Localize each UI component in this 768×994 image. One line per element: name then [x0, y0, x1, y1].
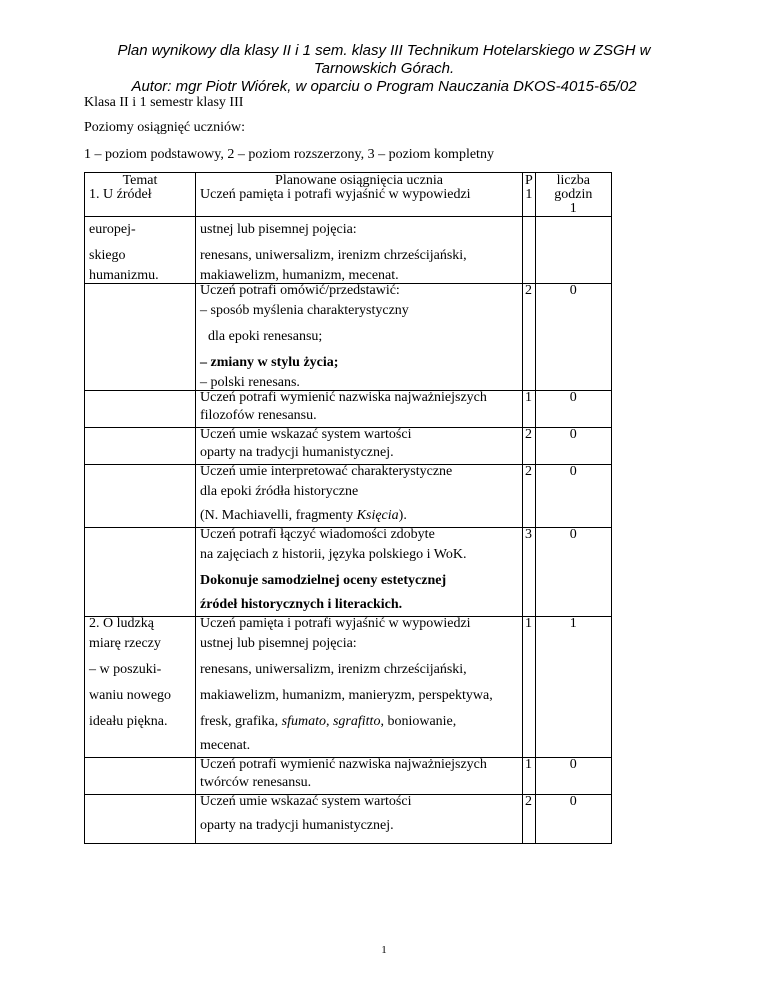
- row-9-hours: 0: [535, 795, 611, 844]
- topic-1-line: 1. U źródeł: [89, 187, 152, 202]
- row-5-outcomes: Uczeń umie interpretować charakterystyczne dla epoki źródła historyczne (N. Machiavelli, fragmenty Księcia).: [196, 465, 523, 528]
- table-row: [85, 217, 612, 284]
- row-6-p: 3: [523, 528, 536, 617]
- row-1-hours: 1: [569, 201, 577, 216]
- page-number: 1: [381, 944, 387, 956]
- row-7-outcomes: Uczeń pamięta i potrafi wyjaśnić w wypowiedzi ustnej lub pisemnej pojęcia: renesans, uniwersalizm, irenizm chrześcijański, makiawelizm, humanizm, manieryzm, perspektywa, fresk, grafika, sfumato, sgrafitto, boniowanie, mecenat.: [196, 617, 523, 758]
- table-row: [85, 284, 612, 391]
- row-2-outcomes: Uczeń potrafi omówić/przedstawić: – sposób myślenia charakterystyczny dla epoki renesansu; – zmiany w stylu życia; – polski renesans.: [196, 284, 523, 391]
- row-2-p: 2: [523, 284, 536, 391]
- table-row: [85, 391, 612, 428]
- col-header-p: P 1: [523, 173, 536, 217]
- levels-description: 1 – poziom podstawowy, 2 – poziom rozszerzony, 3 – poziom kompletny: [84, 147, 494, 162]
- table-row: [85, 758, 612, 795]
- header-line-2: Tarnowskich Górach.: [313, 60, 455, 77]
- header-line-1: Plan wynikowy dla klasy II i 1 sem. klasy III Technikum Hotelarskiego w ZSGH w: [117, 42, 651, 59]
- plan-table: [84, 172, 612, 844]
- row-7-p: 1: [523, 617, 536, 758]
- col-header-outcomes: Planowane osiągnięcia ucznia Uczeń pamięta i potrafi wyjaśnić w wypowiedzi: [196, 173, 523, 217]
- row-9-p: 2: [523, 795, 536, 844]
- row-7-hours: 1: [535, 617, 611, 758]
- topic-1-cont: europej- skiego humanizmu.: [85, 217, 196, 284]
- topic-2: 2. O ludzką miarę rzeczy – w poszuki- waniu nowego ideału piękna.: [85, 617, 196, 758]
- row-2-hours: 0: [535, 284, 611, 391]
- header-row: [85, 173, 612, 217]
- table-row: [85, 617, 612, 758]
- levels-title: Poziomy osiągnięć uczniów:: [84, 120, 245, 135]
- row-9-outcomes: Uczeń umie wskazać system wartości oparty na tradycji humanistycznej.: [196, 795, 523, 844]
- table-row: [85, 465, 612, 528]
- row-6-outcomes: Uczeń potrafi łączyć wiadomości zdobyte na zajęciach z historii, języka polskiego i WoK. Dokonuje samodzielnej oceny estetycznej źródeł historycznych i literackich.: [196, 528, 523, 617]
- row-8-p: 1: [523, 758, 536, 795]
- row-1-cont: ustnej lub pisemnej pojęcia: renesans, uniwersalizm, irenizm chrześcijański, makiawelizm, humanizm, mecenat.: [196, 217, 523, 284]
- row-5-p: 2: [523, 465, 536, 528]
- row-8-hours: 0: [535, 758, 611, 795]
- row-1-line-1: Uczeń pamięta i potrafi wyjaśnić w wypowiedzi: [200, 187, 471, 202]
- row-6-hours: 0: [535, 528, 611, 617]
- row-1-p: 1: [525, 187, 533, 202]
- table-row: [85, 795, 612, 844]
- col-header-hours: liczba godzin 1: [535, 173, 611, 217]
- row-5-hours: 0: [535, 465, 611, 528]
- col-header-topic: Temat 1. U źródeł: [85, 173, 196, 217]
- row-4-hours: 0: [535, 428, 611, 465]
- row-3-p: 1: [523, 391, 536, 428]
- table-row: [85, 428, 612, 465]
- row-8-outcomes: Uczeń potrafi wymienić nazwiska najważniejszych twórców renesansu.: [196, 758, 523, 795]
- row-4-p: 2: [523, 428, 536, 465]
- row-3-hours: 0: [535, 391, 611, 428]
- row-3-outcomes: Uczeń potrafi wymienić nazwiska najważniejszych filozofów renesansu.: [196, 391, 523, 428]
- header-line-3: Autor: mgr Piotr Wiórek, w oparciu o Program Nauczania DKOS-4015-65/02: [131, 78, 637, 95]
- row-4-outcomes: Uczeń umie wskazać system wartości oparty na tradycji humanistycznej.: [196, 428, 523, 465]
- class-line: Klasa II i 1 semestr klasy III: [84, 95, 244, 110]
- table-row: [85, 528, 612, 617]
